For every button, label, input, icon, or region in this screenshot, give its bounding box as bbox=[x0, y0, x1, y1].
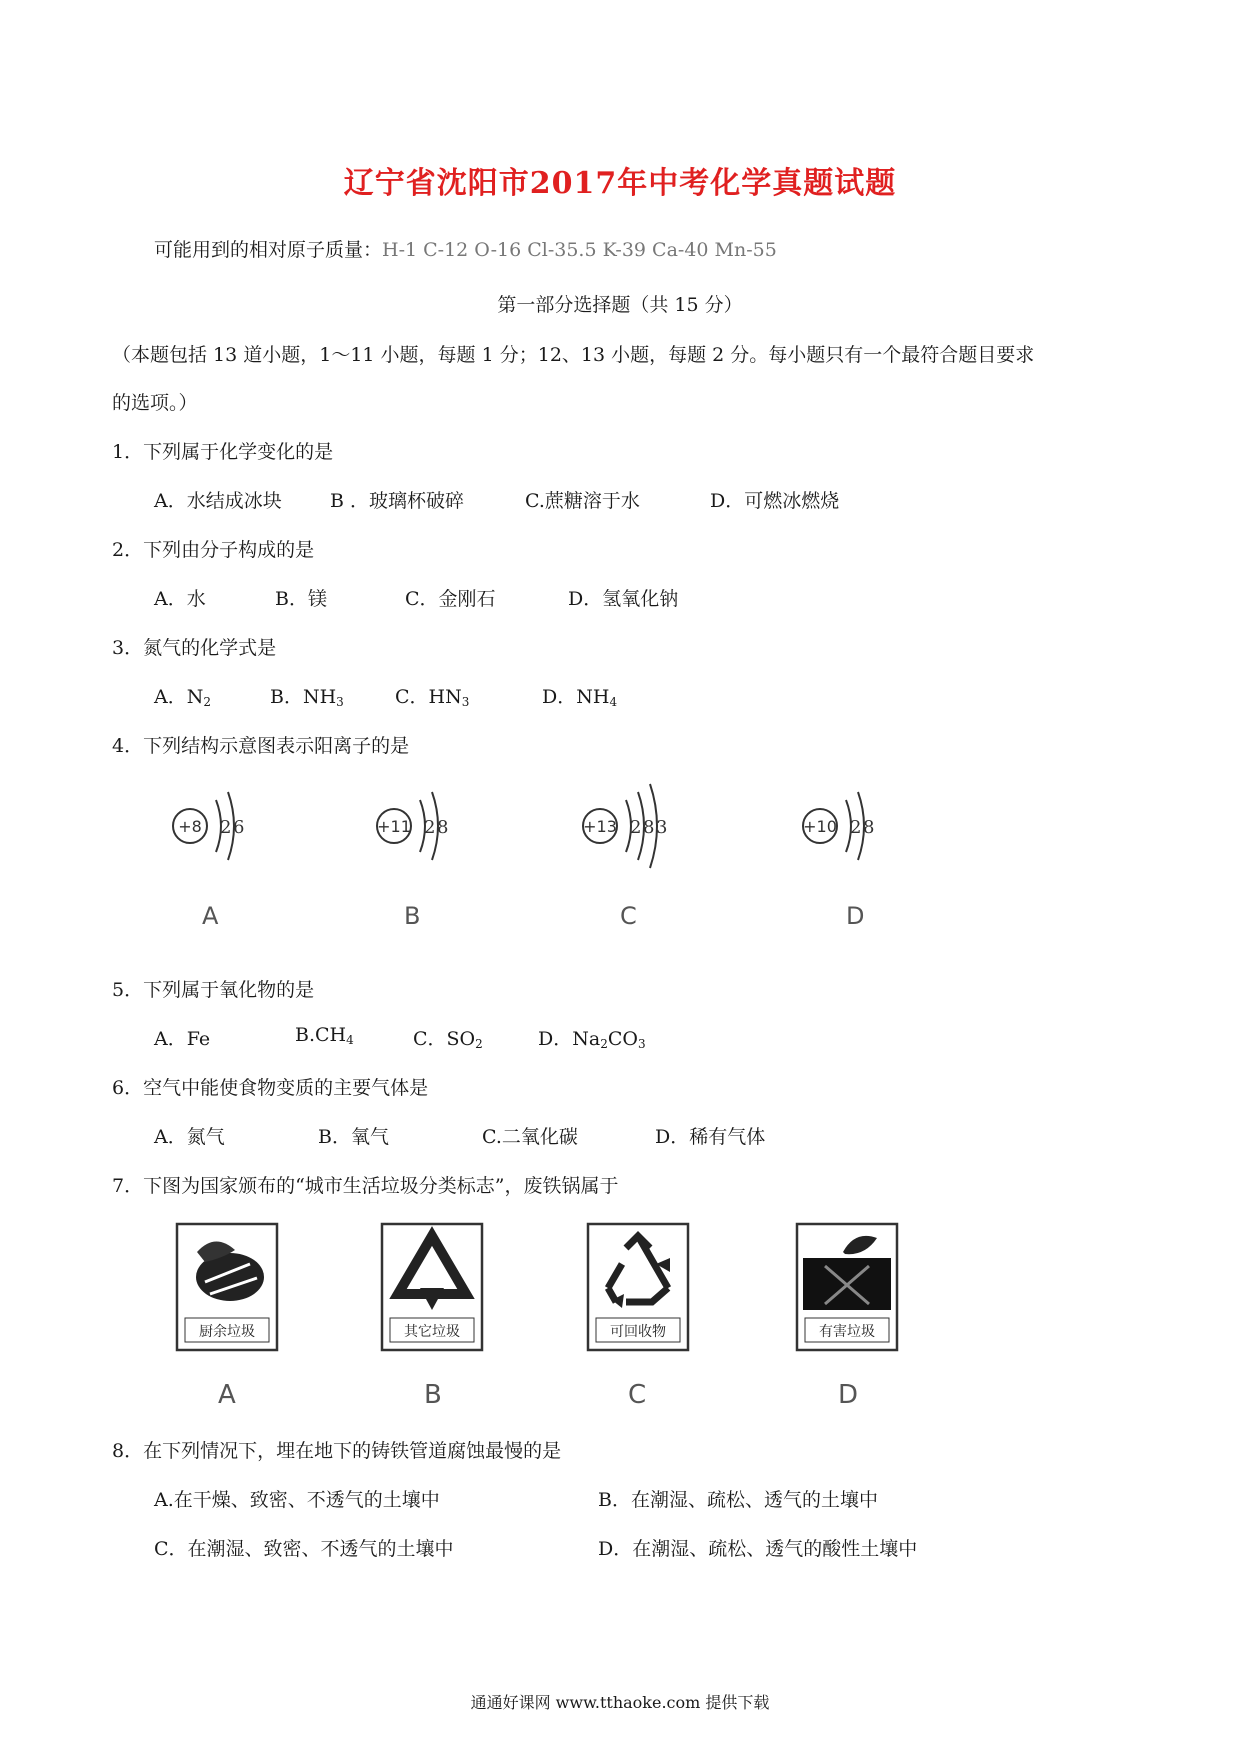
nucleus-a: +8 bbox=[178, 817, 202, 836]
question-6-stem: 6．空气中能使食物变质的主要气体是 bbox=[112, 1077, 429, 1099]
shell-c-2: 8 bbox=[643, 817, 655, 838]
shell-c-3: 3 bbox=[656, 817, 668, 838]
q6-option-a: A．氮气 bbox=[154, 1126, 225, 1148]
atom-letter-c: C bbox=[620, 902, 637, 930]
section-heading: 第一部分选择题（共 15 分） bbox=[497, 294, 743, 316]
q2-option-a: A．水 bbox=[154, 588, 206, 610]
q5-option-b: $B.CH_4$ bbox=[295, 1024, 354, 1047]
q6-option-d: D．稀有气体 bbox=[655, 1126, 766, 1148]
instruction-line-1: （本题包括 13 道小题，1～11 小题，每题 1 分；12、13 小题，每题 2 分。每小题只有一个最符合题目要求 bbox=[112, 344, 1035, 366]
sign-letter-d: D bbox=[838, 1380, 859, 1410]
question-8-stem: 8．在下列情况下，埋在地下的铸铁管道腐蚀最慢的是 bbox=[112, 1440, 562, 1462]
food-waste-icon bbox=[175, 1222, 279, 1352]
nucleus-c: +13 bbox=[583, 817, 617, 836]
question-2-stem: 2．下列由分子构成的是 bbox=[112, 539, 315, 561]
atom-structure-d bbox=[800, 788, 940, 868]
question-1-stem: 1．下列属于化学变化的是 bbox=[112, 441, 334, 463]
recycle-icon bbox=[586, 1222, 690, 1352]
q6-option-c: C.二氧化碳 bbox=[482, 1126, 578, 1148]
atomic-mass-values: H-1 C-12 O-16 Cl-35.5 K-39 Ca-40 Mn-55 bbox=[382, 239, 777, 261]
sign-label-a: 厨余垃圾 bbox=[199, 1324, 255, 1340]
atom-structure-a bbox=[170, 788, 310, 868]
hazardous-icon bbox=[795, 1222, 899, 1352]
page-title: 辽宁省沈阳市2017年中考化学真题试题 bbox=[343, 166, 897, 201]
q5-option-c: C．$SO_2$ bbox=[413, 1028, 483, 1051]
q1-option-b: B ．玻璃杯破碎 bbox=[330, 490, 465, 512]
q8-option-a: A.在干燥、致密、不透气的土壤中 bbox=[154, 1489, 440, 1511]
atomic-mass-label: 可能用到的相对原子质量： bbox=[154, 239, 383, 261]
sign-letter-a: A bbox=[218, 1380, 236, 1410]
sign-label-b: 其它垃圾 bbox=[404, 1324, 460, 1340]
q3-option-a: A．$N_2$ bbox=[154, 686, 211, 709]
nucleus-d: +10 bbox=[803, 817, 837, 836]
waste-sign-c bbox=[586, 1222, 690, 1352]
atom-diagram-a bbox=[170, 788, 310, 930]
waste-sign-d bbox=[795, 1222, 899, 1352]
question-4-stem: 4．下列结构示意图表示阳离子的是 bbox=[112, 735, 410, 757]
q3-option-d: D．$NH_4$ bbox=[542, 686, 618, 709]
question-5-stem: 5．下列属于氧化物的是 bbox=[112, 979, 315, 1001]
footer-credit: 通通好课网 www.tthaoke.com 提供下载 bbox=[470, 1693, 770, 1712]
q5-option-d: D．$Na_2CO_3$ bbox=[538, 1028, 646, 1051]
q3-option-c: C．$HN_3$ bbox=[395, 686, 470, 709]
atom-letter-b: B bbox=[404, 902, 421, 930]
q1-option-d: D．可燃冰燃烧 bbox=[710, 490, 840, 512]
atom-diagram-d bbox=[800, 788, 940, 930]
shell-a-2: 6 bbox=[233, 817, 245, 838]
shell-b-1: 2 bbox=[424, 817, 436, 838]
sign-label-c: 可回收物 bbox=[610, 1324, 666, 1340]
nucleus-b: +11 bbox=[377, 817, 411, 836]
q8-option-c: C．在潮湿、致密、不透气的土壤中 bbox=[154, 1538, 454, 1560]
sign-letter-b: B bbox=[424, 1380, 442, 1410]
other-waste-icon bbox=[380, 1222, 484, 1352]
shell-b-2: 8 bbox=[437, 817, 449, 838]
atom-letter-d: D bbox=[846, 902, 865, 930]
q1-option-a: A．水结成冰块 bbox=[154, 490, 282, 512]
q3-option-b: B．$NH_3$ bbox=[270, 686, 344, 709]
atom-structure-c bbox=[580, 788, 720, 868]
instruction-line-2: 的选项。） bbox=[112, 392, 198, 414]
atom-letter-a: A bbox=[202, 902, 219, 930]
atom-diagram-c bbox=[580, 788, 720, 930]
q8-option-b: B．在潮湿、疏松、透气的土壤中 bbox=[598, 1489, 878, 1511]
q8-option-d: D．在潮湿、疏松、透气的酸性土壤中 bbox=[598, 1538, 918, 1560]
atomic-mass-line bbox=[154, 235, 777, 262]
q6-option-b: B．氧气 bbox=[318, 1126, 389, 1148]
question-7-stem: 7．下图为国家颁布的“城市生活垃圾分类标志”，废铁锅属于 bbox=[112, 1175, 619, 1197]
shell-d-1: 2 bbox=[850, 817, 862, 838]
q2-option-d: D．氢氧化钠 bbox=[568, 588, 679, 610]
sign-label-d: 有害垃圾 bbox=[819, 1324, 875, 1340]
shell-c-1: 2 bbox=[630, 817, 642, 838]
shell-a-1: 2 bbox=[220, 817, 232, 838]
shell-d-2: 8 bbox=[863, 817, 875, 838]
sign-letter-c: C bbox=[628, 1380, 647, 1410]
waste-sign-a bbox=[175, 1222, 279, 1352]
q2-option-b: B．镁 bbox=[275, 588, 327, 610]
q2-option-c: C．金刚石 bbox=[405, 588, 496, 610]
atom-diagram-b bbox=[374, 788, 514, 930]
atom-structure-b bbox=[374, 788, 514, 868]
waste-sign-b bbox=[380, 1222, 484, 1352]
question-3-stem: 3．氮气的化学式是 bbox=[112, 637, 277, 659]
q5-option-a: A．Fe bbox=[154, 1028, 211, 1050]
q1-option-c: C.蔗糖溶于水 bbox=[525, 490, 640, 512]
